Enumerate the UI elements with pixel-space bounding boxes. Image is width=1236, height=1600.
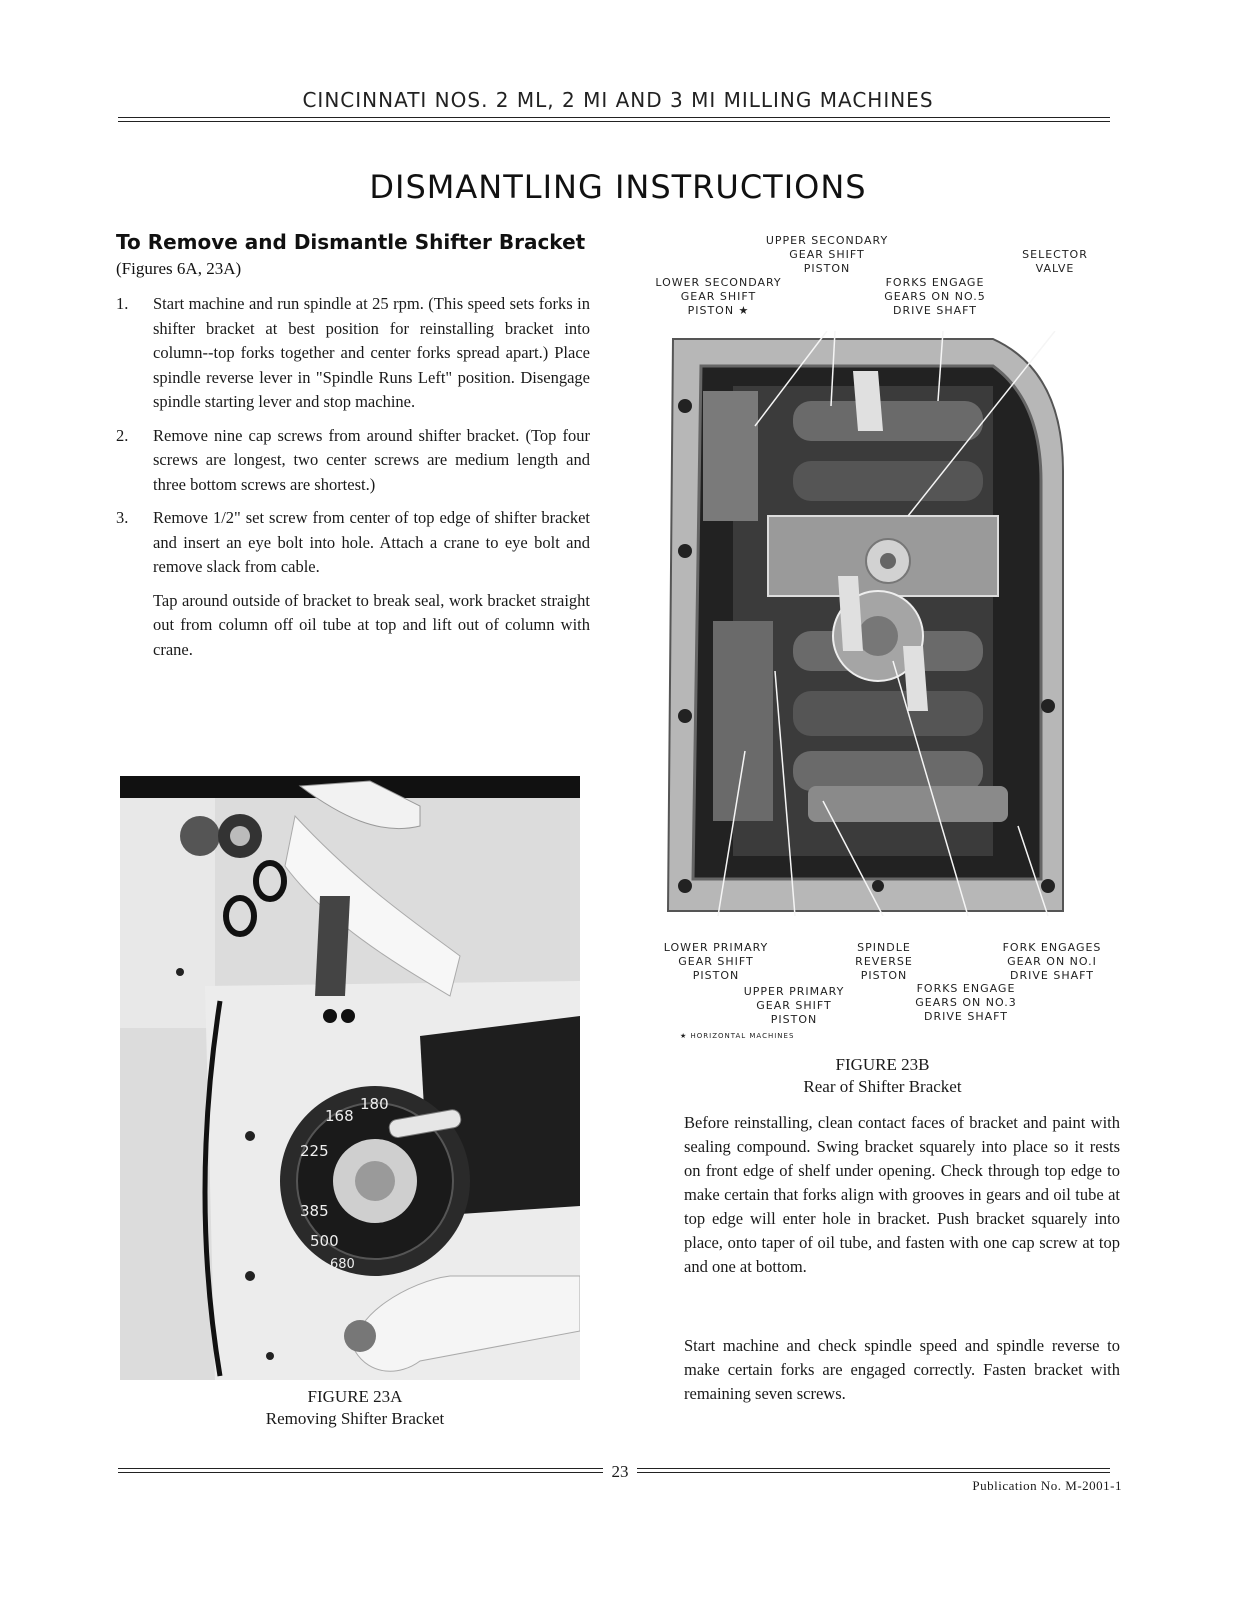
callout-selector-valve (1010, 248, 1100, 276)
callout-upper-secondary-piston (752, 234, 902, 276)
section-figure-refs: (Figures 6A, 23A) (116, 259, 242, 278)
step-list (116, 292, 590, 662)
callout-text: FORKS ENGAGE GEARS ON NO.3 DRIVE SHAFT (915, 982, 1017, 1023)
figure-23b-caption (760, 1054, 1005, 1098)
section-heading-text: To Remove and Dismantle Shifter Bracket (116, 230, 586, 254)
page-title: DISMANTLING INSTRUCTIONS (369, 168, 867, 206)
step-item (116, 506, 590, 580)
callout-lower-primary-piston (654, 941, 778, 983)
callout-spindle-reverse-piston (838, 941, 930, 983)
callout-text: LOWER PRIMARY GEAR SHIFT PISTON (663, 941, 769, 982)
figure-23a-caption (120, 1386, 590, 1430)
callout-text: UPPER SECONDARY GEAR SHIFT PISTON (765, 234, 889, 275)
callout-upper-primary-piston (734, 985, 854, 1027)
dial-number: 385 (300, 1202, 329, 1220)
callout-text: SELECTOR VALVE (1022, 248, 1088, 275)
callout-fork-no1 (994, 941, 1110, 983)
callout-text: UPPER PRIMARY GEAR SHIFT PISTON (743, 985, 845, 1026)
step-followup-paragraph: Tap around outside of bracket to break seal, work bracket straight out from column off oil tube at top and lift out of column with crane. (153, 590, 590, 659)
reinstall-paragraph: Before reinstalling, clean contact faces of bracket and paint with sealing compound. Swing bracket squarely into place so it rests on front edge of shelf under opening. Check through top edge to make certain that forks align with grooves in gears and oil tube at top edge will enter hole in bracket. Push bracket squarely into place, onto taper of oil tube, and fasten with one cap screw at top and one at bottom. (684, 1113, 1120, 1276)
publication-number: Publication No. M-2001-1 (972, 1478, 1122, 1493)
callout-text: SPINDLE REVERSE PISTON (855, 941, 913, 982)
figure-23b-illustration (663, 331, 1073, 916)
callout-lower-secondary-piston (646, 276, 791, 318)
figure-23a-photo (120, 776, 580, 1380)
restart-paragraph: Start machine and check spindle speed and spindle reverse to make certain forks are engaged correctly. Fasten bracket with remaining seven screws. (684, 1336, 1120, 1403)
step-item (116, 292, 590, 415)
step-number: 3. (116, 508, 129, 527)
step-text: Start machine and run spindle at 25 rpm. (This speed sets forks in shifter bracket at best position for reinstalling bracket into column--top forks together and center forks spread apart.) Place spindle reverse lever in "Spindle Runs Left" position. Disengage spindle starting lever and stop machine. (153, 294, 590, 411)
figure-23a-label: FIGURE 23A (307, 1387, 403, 1406)
step-item (116, 424, 590, 498)
figure-23b-title: Rear of Shifter Bracket (803, 1077, 962, 1096)
step-number: 2. (116, 425, 129, 445)
figure-23b-photo (663, 331, 1073, 916)
page-number: 23 (603, 1462, 637, 1482)
footnote-horizontal-machines: ★ HORIZONTAL MACHINES (680, 1032, 795, 1040)
callout-forks-no3 (904, 982, 1028, 1024)
figure-23a-title: Removing Shifter Bracket (265, 1409, 445, 1428)
running-header: CINCINNATI NOS. 2 ML, 2 MI AND 3 MI MILLING MACHINES (302, 88, 934, 112)
figure-23a-illustration (120, 776, 580, 1380)
dial-number: 180 (360, 1095, 389, 1113)
step-number: 1. (116, 294, 129, 313)
dial-number: 500 (310, 1232, 339, 1250)
dial-number: 680 (330, 1257, 355, 1272)
figure-23b-label: FIGURE 23B (835, 1055, 930, 1074)
dial-number: 168 (325, 1107, 354, 1125)
callout-text: FORKS ENGAGE GEARS ON NO.5 DRIVE SHAFT (884, 276, 986, 317)
header-rule-bottom (118, 121, 1110, 122)
header-rule-top (118, 117, 1110, 118)
section-heading (116, 230, 596, 281)
callout-text: LOWER SECONDARY GEAR SHIFT PISTON ★ (655, 276, 782, 317)
callout-text: FORK ENGAGES GEAR ON NO.I DRIVE SHAFT (1002, 941, 1102, 982)
dial-number: 225 (300, 1142, 329, 1160)
step-text: Remove nine cap screws from around shifter bracket. (Top four screws are longest, two center screws are medium length and three bottom screws are shortest.) (153, 425, 590, 494)
callout-forks-no5 (870, 276, 1000, 318)
step-text: Remove 1/2" set screw from center of top edge of shifter bracket and insert an eye bolt into hole. Attach a crane to eye bolt and remove slack from cable. (153, 508, 590, 576)
